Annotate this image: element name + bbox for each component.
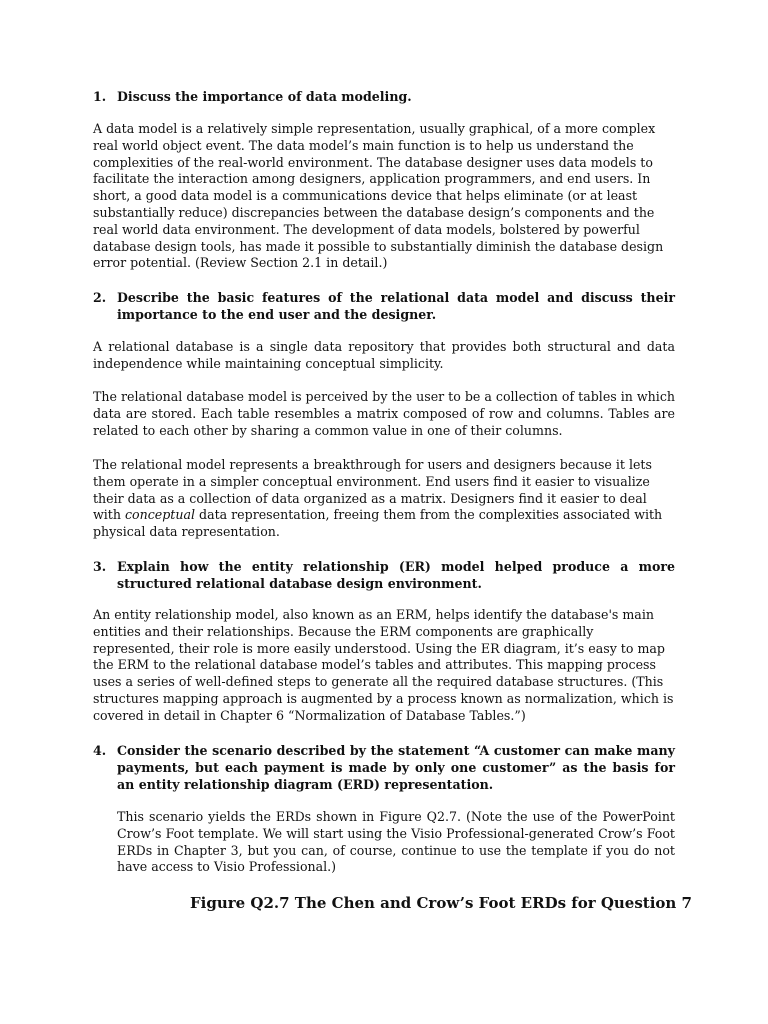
- question-3-answer: An entity relationship model, also known as an ERM, helps identify the database's main entities and their relationships. Because the ERM components are graphically represented, their role is more easily understood. Using the ER diagram, it’s easy to map the ERM to the relational database model’s tables and attributes. This mapping process uses a series of well-defined steps to generate all the required database structures. (This structures mapping approach is augmented by a process known as normalization, which is covered in detail in Chapter 6 “Normalization of Database Tables.”): [93, 607, 674, 723]
- question-2-heading: [93, 289, 675, 323]
- question-number: 1.: [93, 89, 107, 104]
- paragraph-text: The relational model represents a breakthrough for users and designers because it lets them operate in a simpler conceptual environment. End users find it easier to visualize their data as a collection of data organized as a matrix. Designers find it easier to deal with: [93, 457, 652, 523]
- question-4-heading: [93, 742, 675, 793]
- question-number: 4.: [93, 743, 107, 758]
- emphasized-word: conceptual: [124, 507, 196, 523]
- question-1-heading: [93, 88, 675, 105]
- question-number: 3.: [93, 559, 107, 574]
- figure-caption: Figure Q2.7 The Chen and Crow’s Foot ERDs for Question 7: [190, 894, 692, 912]
- question-1-answer: A data model is a relatively simple representation, usually graphical, of a more complex real world object event. The data model’s main function is to help us understand the complexities of the real-world environment. The database designer uses data models to facilitate the interaction among designers, application programmers, and end users. In short, a good data model is a communications device that helps eliminate (or at least substantially reduce) discrepancies between the database design’s components and the real world data environment. The development of data models, bolstered by powerful database design tools, has made it possible to substantially diminish the database design error potential. (Review Section 2.1 in detail.): [93, 121, 664, 271]
- question-text: Explain how the entity relationship (ER) model helped produce a more structured relational database design environment.: [117, 559, 675, 591]
- question-2-answer-paragraph-2: The relational database model is perceived by the user to be a collection of tables in which data are stored. Each table resembles a matrix composed of row and columns. Tables are related to each other by sharing a common value in one of their columns.: [93, 389, 675, 438]
- question-text: Consider the scenario described by the statement “A customer can make many payments, but each payment is made by only one customer” as the basis for an entity relationship diagram (ERD) representation.: [117, 743, 675, 792]
- question-number: 2.: [93, 290, 107, 305]
- question-text: Describe the basic features of the relational data model and discuss their importance to the end user and the designer.: [117, 290, 675, 322]
- paragraph-text: data representation, freeing them from the complexities associated with physical data representation.: [93, 507, 663, 540]
- question-3-heading: [93, 558, 675, 592]
- question-text: Discuss the importance of data modeling.: [117, 89, 412, 104]
- question-2-answer-paragraph-1: A relational database is a single data repository that provides both structural and data independence while maintaining conceptual simplicity.: [93, 339, 675, 371]
- question-4-answer: This scenario yields the ERDs shown in Figure Q2.7. (Note the use of the PowerPoint Crow’s Foot template. We will start using the Visio Professional-generated Crow’s Foot ERDs in Chapter 3, but you can, of course, continue to use the template if you do not have access to Visio Professional.): [117, 809, 675, 875]
- question-2-answer-paragraph-3: [93, 457, 675, 541]
